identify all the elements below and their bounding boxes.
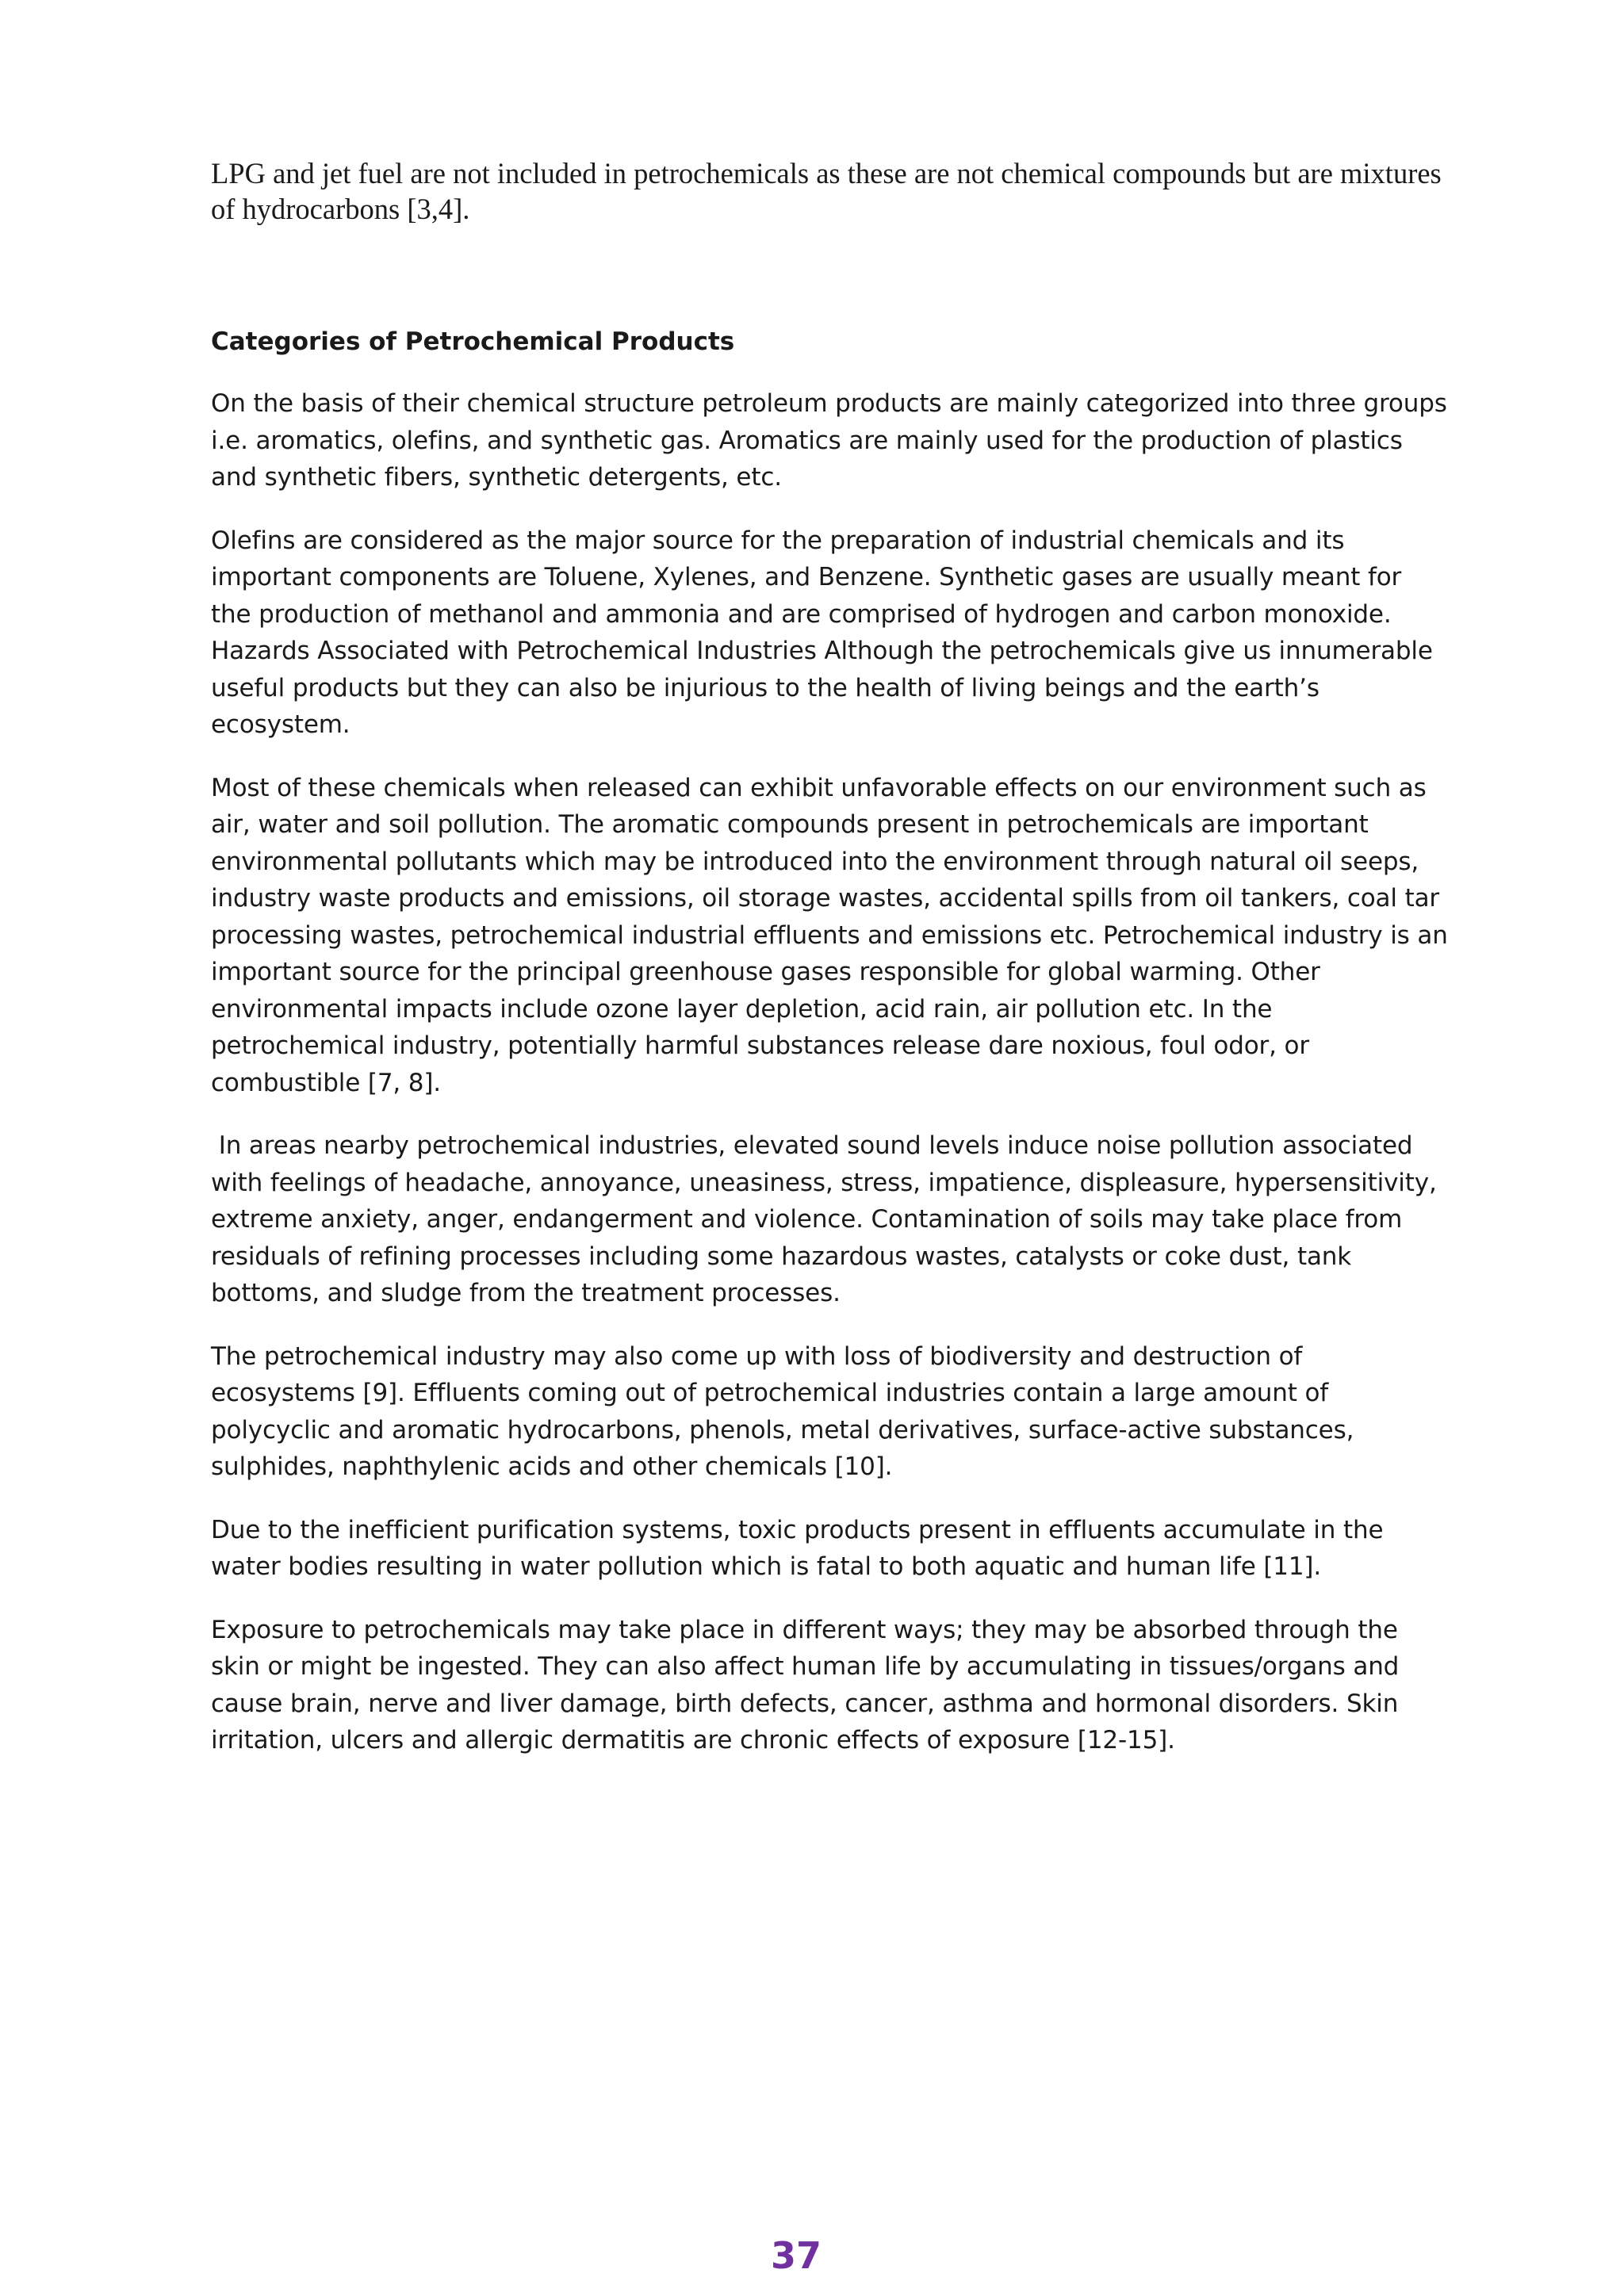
intro-paragraph: LPG and jet fuel are not included in petrochemicals as these are not chemical compounds but are mixtures of hydrocarbons [3,4]. [211, 157, 1442, 225]
paragraph-5: The petrochemical industry may also come up with loss of biodiversity and destruction of ecosystems [9]. Effluents coming out of petrochemical industries contain a large amount of polycyclic and aromatic hydrocarbons, phenols, metal derivatives, surface-active substances, sulphides, naphthylenic acids and other chemicals [10]. [211, 1341, 1354, 1481]
paragraph-3: Most of these chemicals when released can exhibit unfavorable effects on our environment such as air, water and soil pollution. The aromatic compounds present in petrochemicals are important environmental pollutants which may be introduced into the environment through natural oil seeps, industry waste products and emissions, oil storage wastes, accidental spills from oil tankers, coal tar processing wastes, petrochemical industrial effluents and emissions etc. Petrochemical industry is an important source for the principal greenhouse gases responsible for global warming. Other environmental impacts include ozone layer depletion, acid rain, air pollution etc. In the petrochemical industry, potentially harmful substances release dare noxious, foul odor, or combustible [7, 8]. [211, 773, 1448, 1097]
paragraph-7: Exposure to petrochemicals may take place in different ways; they may be absorbed through the skin or might be ingested. They can also affect human life by accumulating in tissues/organs and cause brain, nerve and liver damage, birth defects, cancer, asthma and hormonal disorders. Skin irritation, ulcers and allergic dermatitis are chronic effects of exposure [12-15]. [211, 1615, 1400, 1755]
paragraph-6: Due to the inefficient purification systems, toxic products present in effluents accumulate in the water bodies resulting in water pollution which is fatal to both aquatic and human life [11]. [211, 1515, 1384, 1581]
page-number: 37 [770, 2234, 822, 2277]
paragraph-1: On the basis of their chemical structure petroleum products are mainly categorized into three groups i.e. aromatics, olefins, and synthetic gas. Aromatics are mainly used for the production of plastics and synthetic fibers, synthetic detergents, etc. [211, 389, 1447, 492]
section-heading: Categories of Petrochemical Products [211, 327, 735, 356]
paragraph-4: In areas nearby petrochemical industries, elevated sound levels induce noise pollution associated with feelings of headache, annoyance, uneasiness, stress, impatience, displeasure, hypersensitivity, extreme anxiety, anger, endangerment and violence. Contamination of soils may take place from residuals of refining processes including some hazardous wastes, catalysts or coke dust, tank bottoms, and sludge from the treatment processes. [211, 1131, 1445, 1307]
page-content [211, 155, 1448, 1755]
paragraph-2: Olefins are considered as the major source for the preparation of industrial chemicals and its important components are Toluene, Xylenes, and Benzene. Synthetic gases are usually meant for the production of methanol and ammonia and are comprised of hydrogen and carbon monoxide. Hazards Associated with Petrochemical Industries Although the petrochemicals give us innumerable useful products but they can also be injurious to the health of living beings and the earth’s ecosystem. [211, 526, 1433, 739]
section-body [211, 385, 1448, 1785]
